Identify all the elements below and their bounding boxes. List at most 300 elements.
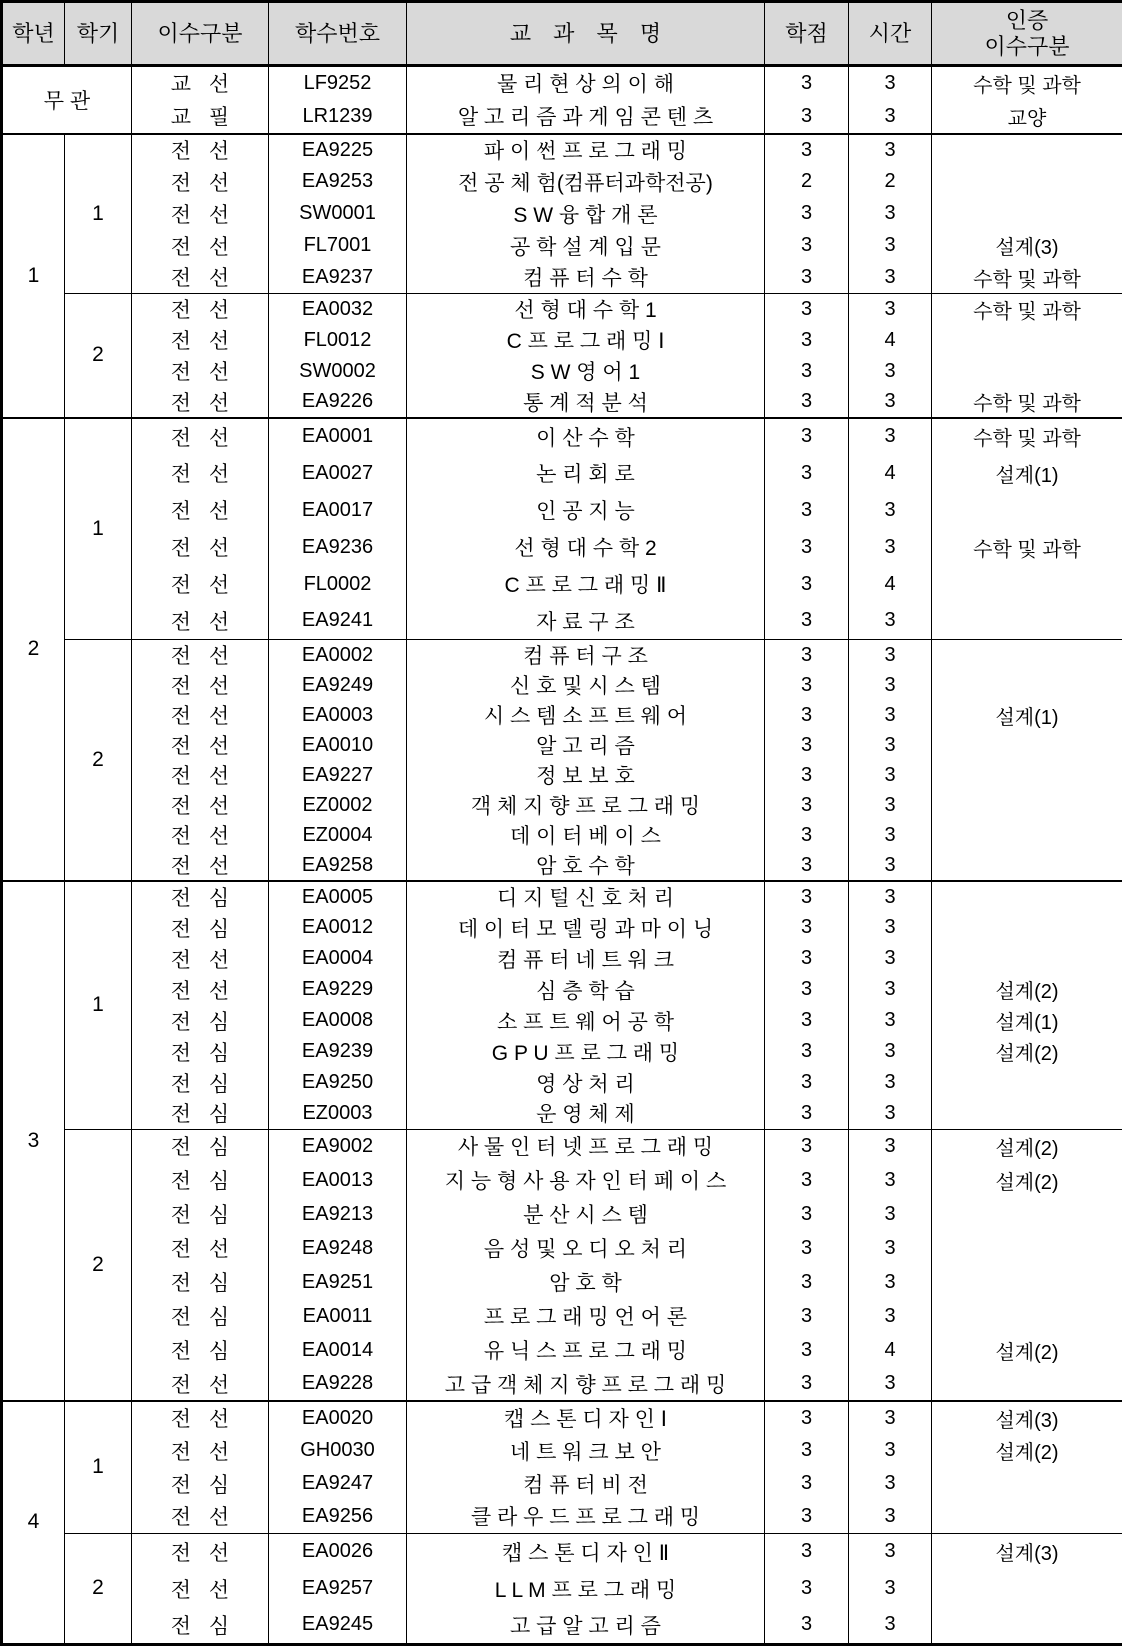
course-name-cell: 고 급 알 고 리 즘 <box>407 1607 765 1644</box>
course-row <box>2 1265 1122 1299</box>
semester-cell: 2 <box>65 1533 132 1644</box>
cert-cell: 설계(1) <box>932 455 1122 492</box>
course-row <box>2 1367 1122 1401</box>
credits-cell: 3 <box>765 974 849 1005</box>
course-row <box>2 881 1122 912</box>
credits-cell: 3 <box>765 1467 849 1500</box>
course-name-cell: S W 영 어 1 <box>407 356 765 387</box>
course-name-cell: C 프 로 그 래 밍 Ⅱ <box>407 566 765 603</box>
credits-cell: 3 <box>765 356 849 387</box>
hours-cell: 2 <box>849 166 932 198</box>
credits-cell: 3 <box>765 294 849 325</box>
header-row <box>2 2 1122 66</box>
course-code-cell: EZ0004 <box>269 820 407 850</box>
course-type-cell: 전 심 <box>132 1098 269 1129</box>
course-type-cell: 전 선 <box>132 943 269 974</box>
credits-cell: 3 <box>765 1067 849 1098</box>
course-name-cell: 신 호 및 시 스 템 <box>407 670 765 700</box>
course-name-cell: 선 형 대 수 학 2 <box>407 529 765 566</box>
credits-cell: 3 <box>765 1500 849 1533</box>
course-code-cell: EZ0003 <box>269 1098 407 1129</box>
cert-cell: 수학 및 과학 <box>932 66 1122 100</box>
course-row <box>2 134 1122 166</box>
cert-cell <box>932 943 1122 974</box>
course-row <box>2 387 1122 418</box>
course-name-cell: 공 학 설 계 입 문 <box>407 230 765 262</box>
course-row <box>2 820 1122 850</box>
hours-cell: 3 <box>849 100 932 134</box>
header-cert <box>932 2 1122 66</box>
course-name-cell: 심 층 학 습 <box>407 974 765 1005</box>
course-row <box>2 356 1122 387</box>
hours-cell: 3 <box>849 294 932 325</box>
course-name-cell: 운 영 체 제 <box>407 1098 765 1129</box>
hours-cell: 3 <box>849 1607 932 1644</box>
credits-cell: 3 <box>765 1005 849 1036</box>
hours-cell: 3 <box>849 881 932 912</box>
course-name-cell: 데 이 터 베 이 스 <box>407 820 765 850</box>
course-code-cell: EA9247 <box>269 1467 407 1500</box>
course-name-cell: 고 급 객 체 지 향 프 로 그 래 밍 <box>407 1367 765 1401</box>
hours-cell: 3 <box>849 134 932 166</box>
header-credits: 학점 <box>765 2 849 66</box>
cert-cell <box>932 1467 1122 1500</box>
hours-cell: 4 <box>849 325 932 356</box>
hours-cell: 3 <box>849 66 932 100</box>
course-row <box>2 1231 1122 1265</box>
course-row <box>2 640 1122 671</box>
cert-cell <box>932 640 1122 671</box>
course-row <box>2 418 1122 455</box>
cert-cell: 설계(2) <box>932 1036 1122 1067</box>
cert-cell <box>932 790 1122 820</box>
hours-cell: 3 <box>849 356 932 387</box>
cert-cell <box>932 1197 1122 1231</box>
course-row <box>2 974 1122 1005</box>
course-code-cell: EA9002 <box>269 1129 407 1163</box>
cert-cell <box>932 1265 1122 1299</box>
course-row <box>2 1607 1122 1644</box>
course-row <box>2 166 1122 198</box>
course-type-cell: 전 선 <box>132 730 269 760</box>
hours-cell: 3 <box>849 1098 932 1129</box>
credits-cell: 3 <box>765 100 849 134</box>
credits-cell: 3 <box>765 1533 849 1570</box>
cert-cell: 설계(2) <box>932 1129 1122 1163</box>
course-code-cell: EA9241 <box>269 603 407 640</box>
credits-cell: 3 <box>765 670 849 700</box>
course-code-cell: SW0001 <box>269 198 407 230</box>
credits-cell: 3 <box>765 262 849 294</box>
course-name-cell: 암 호 수 학 <box>407 850 765 881</box>
course-name-cell: 물 리 현 상 의 이 해 <box>407 66 765 100</box>
course-code-cell: EA0013 <box>269 1163 407 1197</box>
course-type-cell: 전 선 <box>132 529 269 566</box>
hours-cell: 3 <box>849 418 932 455</box>
credits-cell: 3 <box>765 730 849 760</box>
course-code-cell: EA0026 <box>269 1533 407 1570</box>
credits-cell: 3 <box>765 66 849 100</box>
year-cell: 3 <box>2 881 65 1401</box>
course-name-cell: 전 공 체 험(컴퓨터과학전공) <box>407 166 765 198</box>
hours-cell: 3 <box>849 1434 932 1467</box>
course-name-cell: 캡 스 톤 디 자 인 Ⅱ <box>407 1533 765 1570</box>
course-code-cell: EA0032 <box>269 294 407 325</box>
course-row <box>2 1500 1122 1533</box>
hours-cell: 3 <box>849 529 932 566</box>
cert-cell: 수학 및 과학 <box>932 262 1122 294</box>
course-code-cell: EA9226 <box>269 387 407 418</box>
course-row <box>2 700 1122 730</box>
year-cell: 2 <box>2 418 65 882</box>
credits-cell: 3 <box>765 492 849 529</box>
course-code-cell: EA9257 <box>269 1570 407 1607</box>
course-name-cell: 파 이 썬 프 로 그 래 밍 <box>407 134 765 166</box>
course-name-cell: 디 지 털 신 호 처 리 <box>407 881 765 912</box>
cert-cell <box>932 198 1122 230</box>
cert-cell <box>932 325 1122 356</box>
cert-cell: 수학 및 과학 <box>932 387 1122 418</box>
hours-cell: 4 <box>849 566 932 603</box>
course-row <box>2 790 1122 820</box>
course-code-cell: EZ0002 <box>269 790 407 820</box>
hours-cell: 3 <box>849 262 932 294</box>
cert-cell <box>932 166 1122 198</box>
course-type-cell: 전 심 <box>132 1129 269 1163</box>
course-code-cell: EA0020 <box>269 1401 407 1434</box>
credits-cell: 3 <box>765 640 849 671</box>
hours-cell: 3 <box>849 1401 932 1434</box>
cert-cell: 설계(2) <box>932 1434 1122 1467</box>
course-type-cell: 전 선 <box>132 670 269 700</box>
header-semester: 학기 <box>65 2 132 66</box>
credits-cell: 3 <box>765 1570 849 1607</box>
semester-cell: 2 <box>65 640 132 882</box>
course-name-cell: 암 호 학 <box>407 1265 765 1299</box>
course-code-cell: EA9256 <box>269 1500 407 1533</box>
cert-cell <box>932 850 1122 881</box>
course-type-cell: 교 필 <box>132 100 269 134</box>
cert-cell: 설계(1) <box>932 700 1122 730</box>
hours-cell: 3 <box>849 387 932 418</box>
course-type-cell: 전 선 <box>132 387 269 418</box>
course-type-cell: 전 심 <box>132 1005 269 1036</box>
course-row <box>2 325 1122 356</box>
course-type-cell: 전 선 <box>132 1231 269 1265</box>
hours-cell: 3 <box>849 230 932 262</box>
course-code-cell: EA0002 <box>269 640 407 671</box>
course-row <box>2 1401 1122 1434</box>
course-name-cell: 시 스 템 소 프 트 웨 어 <box>407 700 765 730</box>
course-code-cell: FL7001 <box>269 230 407 262</box>
course-type-cell: 전 선 <box>132 198 269 230</box>
course-type-cell: 전 선 <box>132 294 269 325</box>
course-type-cell: 전 선 <box>132 230 269 262</box>
course-type-cell: 전 심 <box>132 1265 269 1299</box>
hours-cell: 3 <box>849 730 932 760</box>
hours-cell: 3 <box>849 198 932 230</box>
table-header <box>2 2 1122 66</box>
course-name-cell: 클 라 우 드 프 로 그 래 밍 <box>407 1500 765 1533</box>
course-type-cell: 전 선 <box>132 820 269 850</box>
course-type-cell: 전 선 <box>132 1434 269 1467</box>
cert-cell <box>932 566 1122 603</box>
hours-cell: 3 <box>849 1163 932 1197</box>
course-code-cell: GH0030 <box>269 1434 407 1467</box>
credits-cell: 3 <box>765 230 849 262</box>
cert-cell <box>932 1570 1122 1607</box>
credits-cell: 3 <box>765 760 849 790</box>
hours-cell: 3 <box>849 1129 932 1163</box>
course-type-cell: 전 심 <box>132 1467 269 1500</box>
course-type-cell: 전 선 <box>132 166 269 198</box>
course-type-cell: 전 선 <box>132 566 269 603</box>
course-type-cell: 전 심 <box>132 1299 269 1333</box>
credits-cell: 3 <box>765 1098 849 1129</box>
hours-cell: 3 <box>849 912 932 943</box>
course-code-cell: EA9229 <box>269 974 407 1005</box>
course-code-cell: EA9250 <box>269 1067 407 1098</box>
course-row <box>2 670 1122 700</box>
semester-cell: 1 <box>65 881 132 1129</box>
course-row <box>2 262 1122 294</box>
course-code-cell: EA9225 <box>269 134 407 166</box>
semester-cell: 1 <box>65 418 132 640</box>
course-type-cell: 전 심 <box>132 1067 269 1098</box>
cert-cell: 교양 <box>932 100 1122 134</box>
course-type-cell: 전 심 <box>132 912 269 943</box>
credits-cell: 3 <box>765 1036 849 1067</box>
course-row <box>2 1005 1122 1036</box>
hours-cell: 3 <box>849 1570 932 1607</box>
course-code-cell: EA0011 <box>269 1299 407 1333</box>
header-hours: 시간 <box>849 2 932 66</box>
cert-cell <box>932 1607 1122 1644</box>
course-type-cell: 전 심 <box>132 1036 269 1067</box>
course-code-cell: FL0012 <box>269 325 407 356</box>
hours-cell: 3 <box>849 1265 932 1299</box>
course-name-cell: G P U 프 로 그 래 밍 <box>407 1036 765 1067</box>
cert-cell <box>932 492 1122 529</box>
cert-cell <box>932 912 1122 943</box>
credits-cell: 3 <box>765 881 849 912</box>
semester-cell: 1 <box>65 134 132 294</box>
cert-cell <box>932 760 1122 790</box>
course-name-cell: 컴 퓨 터 수 학 <box>407 262 765 294</box>
course-code-cell: FL0002 <box>269 566 407 603</box>
credits-cell: 3 <box>765 1299 849 1333</box>
credits-cell: 3 <box>765 943 849 974</box>
hours-cell: 3 <box>849 1500 932 1533</box>
course-name-cell: 데 이 터 모 델 링 과 마 이 닝 <box>407 912 765 943</box>
course-type-cell: 전 선 <box>132 1570 269 1607</box>
credits-cell: 3 <box>765 912 849 943</box>
year-cell: 무 관 <box>2 66 132 134</box>
cert-cell: 수학 및 과학 <box>932 418 1122 455</box>
hours-cell: 3 <box>849 974 932 1005</box>
hours-cell: 3 <box>849 1197 932 1231</box>
course-type-cell: 전 선 <box>132 850 269 881</box>
course-type-cell: 전 선 <box>132 1533 269 1570</box>
course-type-cell: 전 선 <box>132 356 269 387</box>
course-code-cell: EA0005 <box>269 881 407 912</box>
cert-cell <box>932 1231 1122 1265</box>
course-type-cell: 전 선 <box>132 790 269 820</box>
hours-cell: 3 <box>849 820 932 850</box>
course-type-cell: 전 선 <box>132 134 269 166</box>
course-row <box>2 760 1122 790</box>
cert-cell <box>932 356 1122 387</box>
course-name-cell: 정 보 보 호 <box>407 760 765 790</box>
course-row <box>2 730 1122 760</box>
course-code-cell: EA0010 <box>269 730 407 760</box>
course-name-cell: 통 계 적 분 석 <box>407 387 765 418</box>
course-name-cell: 자 료 구 조 <box>407 603 765 640</box>
credits-cell: 3 <box>765 700 849 730</box>
cert-cell <box>932 820 1122 850</box>
credits-cell: 3 <box>765 1265 849 1299</box>
credits-cell: 3 <box>765 455 849 492</box>
course-row <box>2 1467 1122 1500</box>
course-type-cell: 전 심 <box>132 881 269 912</box>
course-row <box>2 1098 1122 1129</box>
credits-cell: 3 <box>765 387 849 418</box>
course-name-cell: 객 체 지 향 프 로 그 래 밍 <box>407 790 765 820</box>
credits-cell: 3 <box>765 1367 849 1401</box>
cert-cell <box>932 1299 1122 1333</box>
credits-cell: 3 <box>765 325 849 356</box>
course-code-cell: EA0004 <box>269 943 407 974</box>
hours-cell: 3 <box>849 1299 932 1333</box>
hours-cell: 3 <box>849 640 932 671</box>
course-name-cell: 알 고 리 즘 <box>407 730 765 760</box>
credits-cell: 2 <box>765 166 849 198</box>
course-code-cell: EA9245 <box>269 1607 407 1644</box>
course-type-cell: 전 선 <box>132 700 269 730</box>
course-name-cell: 소 프 트 웨 어 공 학 <box>407 1005 765 1036</box>
cert-cell: 설계(1) <box>932 1005 1122 1036</box>
hours-cell: 3 <box>849 1367 932 1401</box>
cert-cell <box>932 670 1122 700</box>
course-code-cell: EA0014 <box>269 1333 407 1367</box>
credits-cell: 3 <box>765 1163 849 1197</box>
course-code-cell: EA0003 <box>269 700 407 730</box>
course-row <box>2 529 1122 566</box>
course-type-cell: 전 심 <box>132 1163 269 1197</box>
course-row <box>2 850 1122 881</box>
header-cert-line2: 이수구분 <box>984 33 1070 59</box>
hours-cell: 4 <box>849 455 932 492</box>
hours-cell: 3 <box>849 1036 932 1067</box>
course-code-cell: EA9213 <box>269 1197 407 1231</box>
credits-cell: 3 <box>765 566 849 603</box>
course-name-cell: 선 형 대 수 학 1 <box>407 294 765 325</box>
credits-cell: 3 <box>765 1129 849 1163</box>
header-cert-line1: 인증 <box>1005 8 1049 34</box>
course-row <box>2 1299 1122 1333</box>
cert-cell <box>932 1067 1122 1098</box>
course-code-cell: EA9239 <box>269 1036 407 1067</box>
course-type-cell: 전 심 <box>132 1333 269 1367</box>
hours-cell: 3 <box>849 943 932 974</box>
hours-cell: 3 <box>849 790 932 820</box>
hours-cell: 3 <box>849 670 932 700</box>
cert-cell <box>932 1500 1122 1533</box>
credits-cell: 3 <box>765 1231 849 1265</box>
course-row <box>2 1036 1122 1067</box>
course-name-cell: 캡 스 톤 디 자 인 Ⅰ <box>407 1401 765 1434</box>
credits-cell: 3 <box>765 1434 849 1467</box>
course-code-cell: EA9237 <box>269 262 407 294</box>
hours-cell: 3 <box>849 603 932 640</box>
course-code-cell: EA0008 <box>269 1005 407 1036</box>
course-code-cell: EA0001 <box>269 418 407 455</box>
course-name-cell: 프 로 그 래 밍 언 어 론 <box>407 1299 765 1333</box>
course-code-cell: SW0002 <box>269 356 407 387</box>
course-name-cell: 컴 퓨 터 구 조 <box>407 640 765 671</box>
hours-cell: 3 <box>849 1533 932 1570</box>
course-row <box>2 1533 1122 1570</box>
course-row <box>2 1570 1122 1607</box>
hours-cell: 3 <box>849 700 932 730</box>
semester-cell: 2 <box>65 1129 132 1401</box>
table-body <box>2 66 1122 1645</box>
cert-cell <box>932 134 1122 166</box>
course-row <box>2 1197 1122 1231</box>
course-row <box>2 492 1122 529</box>
course-code-cell: EA9258 <box>269 850 407 881</box>
course-code-cell: EA0012 <box>269 912 407 943</box>
hours-cell: 3 <box>849 492 932 529</box>
course-type-cell: 전 선 <box>132 760 269 790</box>
hours-cell: 3 <box>849 1005 932 1036</box>
course-row <box>2 912 1122 943</box>
cert-cell: 수학 및 과학 <box>932 529 1122 566</box>
semester-cell: 1 <box>65 1401 132 1533</box>
course-code-cell: EA0017 <box>269 492 407 529</box>
course-code-cell: EA9251 <box>269 1265 407 1299</box>
course-code-cell: LR1239 <box>269 100 407 134</box>
course-row <box>2 100 1122 134</box>
course-type-cell: 전 선 <box>132 1500 269 1533</box>
header-year: 학년 <box>2 2 65 66</box>
course-row <box>2 66 1122 100</box>
year-cell: 1 <box>2 134 65 418</box>
hours-cell: 4 <box>849 1333 932 1367</box>
course-name-cell: 유 닉 스 프 로 그 래 밍 <box>407 1333 765 1367</box>
course-name-cell: 알 고 리 즘 과 게 임 콘 텐 츠 <box>407 100 765 134</box>
course-row <box>2 603 1122 640</box>
course-name-cell: 사 물 인 터 넷 프 로 그 래 밍 <box>407 1129 765 1163</box>
credits-cell: 3 <box>765 850 849 881</box>
credits-cell: 3 <box>765 1197 849 1231</box>
course-type-cell: 전 심 <box>132 1607 269 1644</box>
course-row <box>2 943 1122 974</box>
credits-cell: 3 <box>765 1607 849 1644</box>
course-type-cell: 전 선 <box>132 640 269 671</box>
course-code-cell: LF9252 <box>269 66 407 100</box>
hours-cell: 3 <box>849 850 932 881</box>
course-code-cell: EA0027 <box>269 455 407 492</box>
credits-cell: 3 <box>765 820 849 850</box>
credits-cell: 3 <box>765 1401 849 1434</box>
course-type-cell: 전 선 <box>132 262 269 294</box>
course-type-cell: 전 심 <box>132 1197 269 1231</box>
course-row <box>2 566 1122 603</box>
course-type-cell: 전 선 <box>132 492 269 529</box>
hours-cell: 3 <box>849 1467 932 1500</box>
course-type-cell: 전 선 <box>132 974 269 1005</box>
